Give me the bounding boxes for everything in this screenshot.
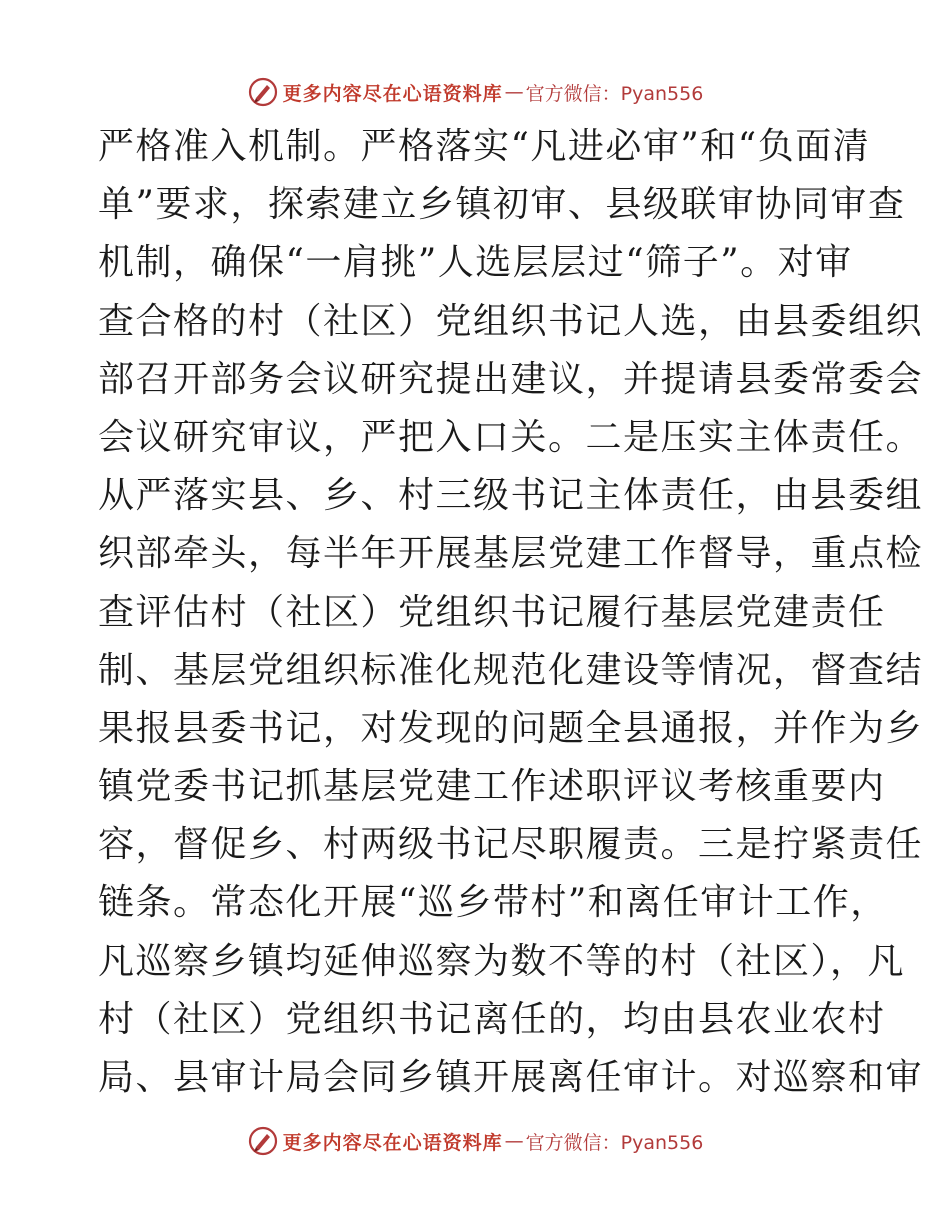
text-line: 链条。常态化开展“巡乡带村”和离任审计工作，	[98, 882, 888, 924]
text-line: 镇党委书记抓基层党建工作述职评议考核重要内	[98, 766, 886, 808]
text-line: 查评估村（社区）党组织书记履行基层党建责任	[98, 591, 886, 633]
watermark-contact-text: 官方微信：Pyan556	[525, 82, 704, 105]
watermark-separator: —	[504, 81, 524, 103]
text-line: 凡巡察乡镇均延伸巡察为数不等的村（社区），凡	[98, 940, 906, 982]
footer-watermark	[0, 1121, 950, 1161]
watermark-main-text: 更多内容尽在心语资料库	[282, 1131, 503, 1154]
text-line: 会议研究审议，严把入口关。二是压实主体责任。	[98, 416, 924, 458]
text-line: 单”要求，探索建立乡镇初审、县级联审协同审查	[98, 184, 906, 226]
text-line: 容，督促乡、村两级书记尽职履责。三是拧紧责任	[98, 824, 924, 866]
text-line: 制、基层党组织标准化规范化建设等情况，督查结	[98, 649, 924, 691]
text-line: 局、县审计局会同乡镇开展离任审计。对巡察和审	[98, 1057, 924, 1098]
text-line: 果报县委书记，对发现的问题全县通报，并作为乡	[98, 707, 924, 749]
pen-logo-icon	[247, 1125, 279, 1157]
pen-logo-icon	[247, 76, 279, 108]
header-watermark	[0, 72, 950, 112]
text-line: 从严落实县、乡、村三级书记主体责任，由县委组	[98, 475, 924, 517]
watermark-separator: —	[504, 1130, 524, 1152]
watermark-contact-text: 官方微信：Pyan556	[525, 1131, 704, 1154]
text-line: 机制，确保“一肩挑”人选层层过“筛子”。对审	[98, 242, 853, 284]
text-line: 织部牵头，每半年开展基层党建工作督导，重点检	[98, 533, 924, 575]
text-line: 严格准入机制。严格落实“凡进必审”和“负面清	[98, 126, 871, 167]
document-body	[98, 118, 924, 1107]
text-line: 部召开部务会议研究提出建议，并提请县委常委会	[98, 358, 924, 400]
text-line: 查合格的村（社区）党组织书记人选，由县委组织	[98, 300, 924, 342]
watermark-main-text: 更多内容尽在心语资料库	[282, 82, 503, 105]
text-line: 村（社区）党组织书记离任的，均由县农业农村	[98, 998, 886, 1040]
